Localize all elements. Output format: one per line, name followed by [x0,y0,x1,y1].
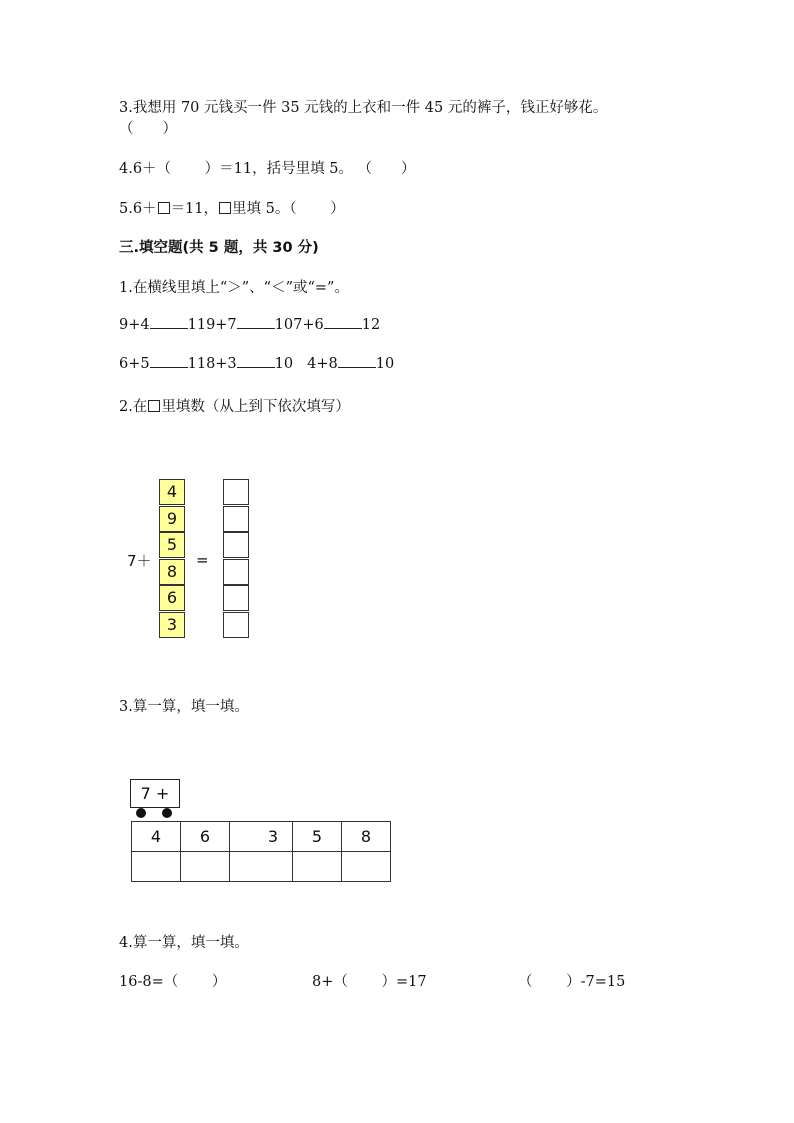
question-3-text: 3.我想用 70 元钱买一件 35 元钱的上衣和一件 45 元的裤子，钱正好够花。 [119,100,608,116]
equation-1[interactable]: 16-8=（ ） [119,974,227,990]
column-cell: 8 [159,559,185,585]
train-table [131,821,391,882]
question-3-answer-paren[interactable]: （ ） [119,121,177,137]
fill-1-row-2 [119,355,394,372]
comparison-right: 12 [361,317,381,333]
table-row [132,852,391,882]
fill-2-title-suffix: 里填数（从上到下依次填写） [161,399,350,415]
answer-cell[interactable] [223,559,249,585]
answer-cell[interactable] [223,506,249,532]
answer-line[interactable] [324,316,362,329]
fill-2-title [119,395,350,416]
blank-square-icon [219,202,231,214]
number-cell: 6 [181,822,230,852]
answer-cell[interactable] [230,852,293,882]
fill-1-title: 1.在横线里填上“＞”、“＜”或“=”。 [119,280,349,296]
answer-cell[interactable] [223,585,249,611]
blank-square-icon [148,400,160,412]
answer-cell[interactable] [342,852,391,882]
comparison-left: 4+8 [307,356,338,372]
question-5-text [119,197,345,218]
column-cell: 6 [159,585,185,611]
blank-square-icon [158,202,170,214]
answer-line[interactable] [338,355,376,368]
fill-4-title: 4.算一算，填一填。 [119,935,249,951]
answer-cell[interactable] [223,532,249,558]
column-cell: 9 [159,506,185,532]
answer-cell[interactable] [181,852,230,882]
equation-3[interactable]: （ ）-7=15 [518,974,626,990]
fill-1-row-1 [119,316,380,333]
column-operator: 7＋ [127,552,152,570]
answer-line[interactable] [237,316,275,329]
train-car: 7 + [130,779,180,808]
comparison-left: 8+3 [206,356,237,372]
answer-cell[interactable] [132,852,181,882]
comparison-right: 10 [274,317,294,333]
comparison-left: 7+6 [293,317,324,333]
answer-line[interactable] [237,355,275,368]
comparison-right: 11 [187,356,207,372]
wheel-icon [136,808,146,818]
section-heading: 三.填空题(共 5 题，共 30 分) [119,240,319,256]
comparison-right: 11 [187,317,207,333]
number-cell: 4 [132,822,181,852]
fill-2-title-prefix: 2.在 [119,399,148,415]
comparison-left: 9+4 [119,317,150,333]
fill-3-title: 3.算一算，填一填。 [119,699,249,715]
number-cell: 5 [293,822,342,852]
question-5-middle: ＝11， [170,201,219,217]
column-equals: = [196,551,209,569]
column-cell: 3 [159,612,185,638]
answer-line[interactable] [150,355,188,368]
answer-cell[interactable] [293,852,342,882]
column-cell: 4 [159,479,185,505]
question-5-suffix: 里填 5。（ ） [232,201,345,217]
answer-cell[interactable] [223,612,249,638]
question-4-text: 4.6＋（ ）＝11，括号里填 5。 （ ） [119,161,416,177]
equation-2[interactable]: 8+（ ）=17 [312,974,427,990]
comparison-right: 10 [375,356,395,372]
comparison-right: 10 [274,356,294,372]
number-cell: 3 [230,822,293,852]
table-row [132,822,391,852]
answer-cell[interactable] [223,479,249,505]
number-cell: 8 [342,822,391,852]
column-cell: 5 [159,532,185,558]
question-5-prefix: 5.6＋ [119,201,157,217]
wheel-icon [162,808,172,818]
comparison-left: 6+5 [119,356,150,372]
answer-line[interactable] [150,316,188,329]
comparison-left: 9+7 [206,317,237,333]
